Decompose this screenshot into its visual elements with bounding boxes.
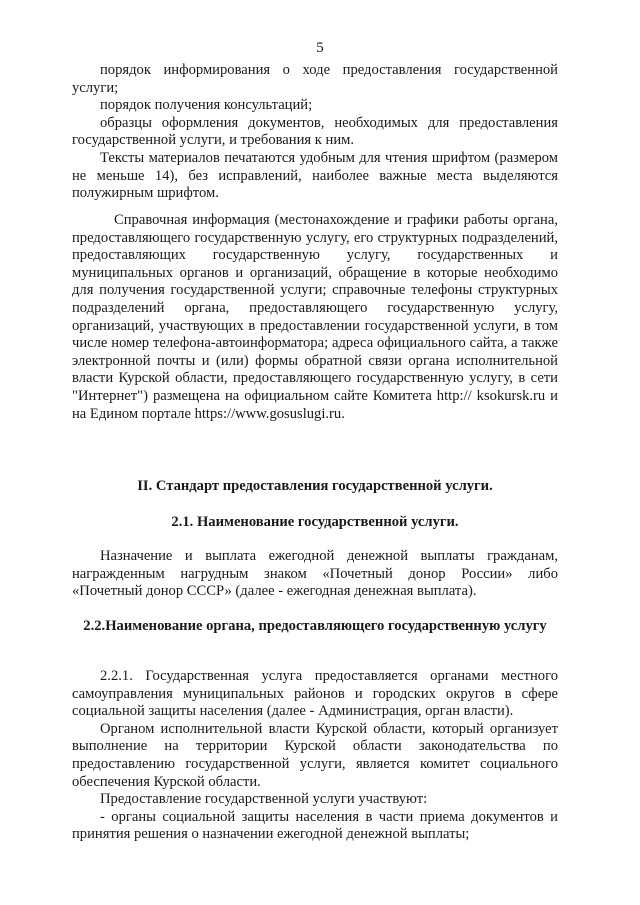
- text-block-reference-info: [72, 212, 558, 423]
- text-block-info-methods: [72, 62, 558, 203]
- page-number: 5: [316, 40, 324, 56]
- paragraph: образцы оформления документов, необходимых для предоставления государственной услуги, и требования к ним.: [72, 114, 558, 149]
- subsection-heading-2-1: 2.1. Наименование государственной услуги.: [171, 514, 459, 530]
- paragraph: Органом исполнительной власти Курской области, который организует выполнение на территории Курской области законодательства по предоставлению государственной услуги, является комитет социального обеспечения Курской области.: [72, 720, 558, 790]
- paragraph: Предоставление государственной услуги участвуют:: [100, 791, 428, 808]
- paragraph: порядок получения консультаций;: [100, 97, 313, 114]
- paragraph: порядок информирования о ходе предоставления государственной услуги;: [72, 62, 558, 96]
- text-block-service-name: [72, 548, 558, 601]
- paragraph: - органы социальной защиты населения в части приема документов и принятия решения о назначении ежегодной денежной выплаты;: [72, 808, 558, 843]
- text-block-providing-body: [72, 668, 558, 844]
- paragraph: 2.2.1. Государственная услуга предоставляется органами местного самоуправления муниципальных районов и городских округов в сфере социальной защиты населения (далее - Администрация, орган власти).: [72, 668, 558, 720]
- subsection-heading-2-2: 2.2.Наименование органа, предоставляющего государственную услугу: [83, 618, 547, 634]
- paragraph: Тексты материалов печатаются удобным для чтения шрифтом (размером не меньше 14), без исправлений, наиболее важные места выделяются полужирным шрифтом.: [72, 149, 558, 202]
- paragraph: Назначение и выплата ежегодной денежной выплаты гражданам, награжденным нагрудным знаком «Почетный донор России» либо «Почетный донор СССР» (далее - ежегодная денежная выплата).: [72, 548, 558, 600]
- paragraph: Справочная информация (местонахождение и графики работы органа, предоставляющего государственную услугу, его структурных подразделений, предоставляющих государственную услугу, государственных и муниципальных органов и организаций, обращение в которые необходимо для получения государственной услуги; справочные телефоны структурных подразделений органа, предоставляющего государственную услугу, организаций, участвующих в предоставлении государственной услуги, в том числе номер телефона-автоинформатора; адреса официального сайта, а также электронной почты и (или) формы обратной связи органа исполнительной власти Курской области, предоставляющего государственную услугу, в сети "Интернет") размещена на официальном сайте Комитета http:// ksokursk.ru и на Едином портале https://www.gosuslugi.ru.: [72, 212, 558, 422]
- section-heading: II. Стандарт предоставления государственной услуги.: [137, 478, 493, 494]
